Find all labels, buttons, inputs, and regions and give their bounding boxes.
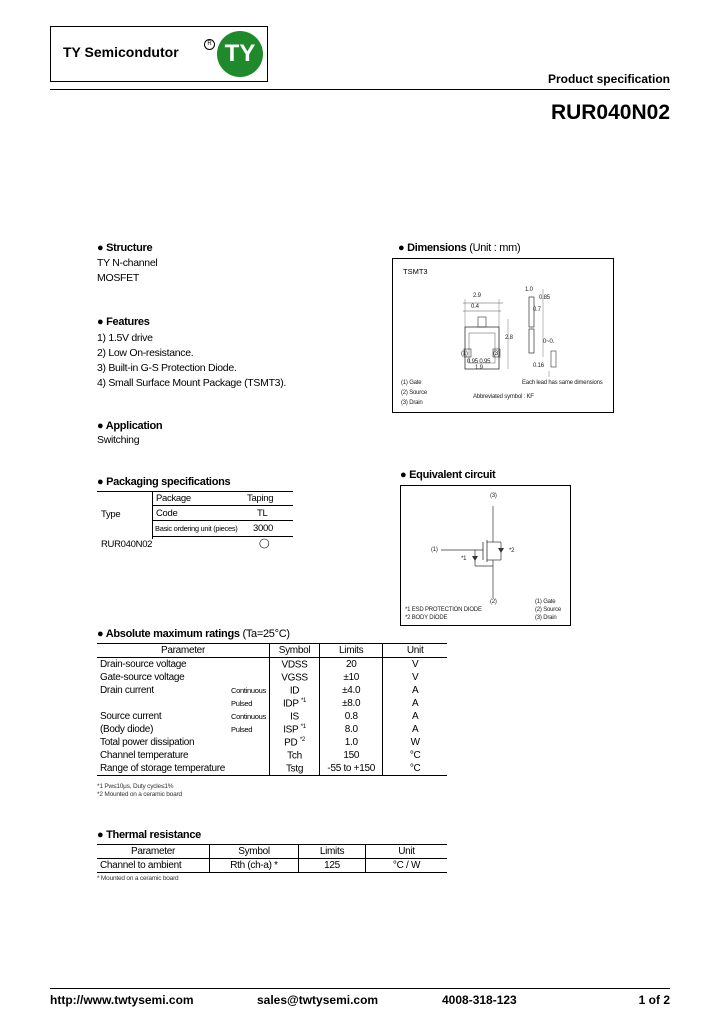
equivalent-heading: ● Equivalent circuit: [400, 469, 496, 481]
table-header-row: Parameter Symbol Limits Unit: [97, 644, 447, 658]
header-divider: [50, 89, 670, 90]
table-header-row: Parameter Symbol Limits Unit: [97, 845, 447, 859]
footer-phone: 4008-318-123: [442, 993, 517, 1007]
package-name: TSMT3: [403, 267, 428, 276]
table-row: Drain current Continuous ID ±4.0 A: [97, 684, 447, 697]
circuit-note: *1 ESD PROTECTION DIODE: [405, 607, 482, 613]
table-row: Total power dissipation PD $^{*2}$ 1.0 W: [97, 736, 447, 749]
application-heading: ● Application: [97, 420, 163, 432]
pin-label: (2) Source: [535, 607, 562, 613]
pin-label: (2) Source: [401, 390, 428, 396]
code-label: Code: [156, 508, 178, 519]
table-row: Pulsed IDP $^{*1}$ ±8.0 A: [97, 697, 447, 710]
basic-ordering-value: 3000: [253, 523, 273, 534]
packaging-heading: ● Packaging specifications: [97, 476, 231, 488]
structure-text: TY N-channel MOSFET: [97, 257, 158, 284]
features-heading: ● Features: [97, 316, 150, 328]
page-number: 1 of 2: [638, 993, 670, 1007]
package-label: Package: [156, 493, 191, 504]
abs-max-heading: ● Absolute maximum ratings (Ta=25°C): [97, 628, 290, 640]
dimension-note: Each lead has same dimensions: [522, 380, 603, 386]
ty-logo-icon: TY: [217, 31, 263, 77]
thermal-heading: ● Thermal resistance: [97, 829, 201, 841]
features-list: [97, 331, 286, 391]
availability-mark: ◯: [259, 538, 270, 549]
table-row: Gate-source voltage VGSS ±10 V: [97, 671, 447, 684]
pin-label: (3) Drain: [401, 400, 423, 406]
abbreviated-symbol: Abbreviated symbol : KF: [473, 394, 534, 400]
dimensions-drawing: TSMT3 2.9 0.4 (1) (3) 0.95 0.95 1.9 1.0 0.85 0.7 2.8 0~0. 0.16 (1) Gate (2) Source (3) Drain Each lead has same dimensions Abbreviated symbol : KF: [392, 258, 614, 413]
pin-label: (3) Drain: [535, 615, 557, 621]
product-spec-label: Product specification: [547, 72, 670, 86]
basic-ordering-label: Basic ordering unit (pieces): [155, 524, 238, 533]
thermal-note: * Mounted on a ceramic board: [97, 875, 179, 882]
pin-label: (1) Gate: [535, 599, 556, 605]
pin-label: (1) Gate: [401, 380, 422, 386]
application-text: Switching: [97, 434, 140, 446]
table-row: Source current Continuous IS 0.8 A: [97, 710, 447, 723]
company-logo: [50, 26, 268, 82]
circuit-note: *2 BODY DIODE: [405, 615, 448, 621]
abs-max-notes: *1 Pw≤10μs, Duty cycle≤1% *2 Mounted on a ceramic board: [97, 783, 182, 798]
list-item: 1) 1.5V drive: [97, 332, 153, 344]
type-label: Type: [101, 509, 121, 520]
taping-label: Taping: [247, 493, 274, 504]
list-item: 3) Built-in G-S Protection Diode.: [97, 362, 237, 374]
footer-email[interactable]: sales@twtysemi.com: [257, 993, 379, 1007]
table-row: Channel temperature Tch 150 °C: [97, 749, 447, 762]
abs-max-table: [97, 643, 447, 776]
thermal-table: [97, 844, 447, 873]
company-name: TY Semicondutor: [63, 44, 179, 60]
footer-url[interactable]: http://www.twtysemi.com: [50, 993, 194, 1007]
table-row: Range of storage temperature Tstg -55 to +150 °C: [97, 762, 447, 776]
dimensions-heading: ● Dimensions (Unit : mm): [398, 242, 521, 254]
packaging-table: [97, 491, 293, 553]
table-row: (Body diode) Pulsed ISP $^{*1}$ 8.0 A: [97, 723, 447, 736]
part-number-title: RUR040N02: [550, 101, 670, 124]
table-row: Drain-source voltage VDSS 20 V: [97, 658, 447, 672]
packaging-part: RUR040N02: [101, 539, 153, 550]
registered-mark: R: [204, 39, 215, 50]
list-item: 4) Small Surface Mount Package (TSMT3).: [97, 377, 287, 389]
table-row: Channel to ambient Rth (ch-a) * 125 °C / W: [97, 859, 447, 873]
list-item: 2) Low On-resistance.: [97, 347, 194, 359]
equivalent-circuit-box: (3) (1) *1 *2 (2) *1 ESD PROTECTION DIODE *2 BODY DIODE (1) Gate (2) Source (3) Drain: [400, 485, 571, 626]
structure-heading: ● Structure: [97, 242, 153, 254]
code-value: TL: [257, 508, 268, 519]
footer-divider: [50, 988, 670, 989]
